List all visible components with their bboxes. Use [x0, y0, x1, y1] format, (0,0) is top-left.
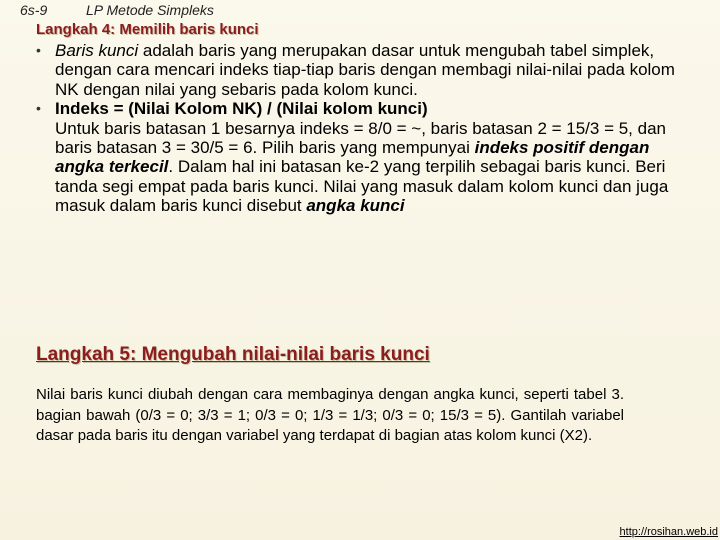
bullet-baris-kunci — [36, 41, 676, 99]
step4-bullet-list — [36, 41, 676, 216]
indeks-formula: Indeks = (Nilai Kolom NK) / (Nilai kolom kunci) — [55, 99, 428, 119]
bullet-dot-icon: • — [36, 42, 41, 58]
term-baris-kunci: Baris kunci — [55, 41, 139, 60]
step4-heading: Langkah 4: Memilih baris kunci — [36, 21, 259, 38]
step5-heading: Langkah 5: Mengubah nilai-nilai baris kunci — [36, 344, 430, 365]
indeks-emphasis: indeks positif dengan angka terkecil — [55, 138, 650, 177]
indeks-explanation-start: Untuk baris batasan 1 besarnya indeks = 8/0 = ~, baris batasan 2 = 15/3 = 5, dan baris batasan 3 = 30/5 = 6. Pilih baris yang mempunyai — [55, 118, 666, 158]
step5-paragraph: Nilai baris kunci diubah dengan cara membaginya dengan angka kunci, seperti tabel 3. bagian bawah (0/3 = 0; 3/3 = 1; 0/3 = 0; 1/3 = 1/3; 0/3 = 0; 15/3 = 5). Gantilah variabel dasar pada baris itu dengan variabel yang terdapat di bagian atas kolom kunci (X2). — [36, 386, 624, 445]
angka-kunci-term: angka kunci — [306, 196, 405, 216]
slide-number: 6s-9 — [20, 2, 48, 18]
indeks-explanation-middle: . Dalam hal ini batasan ke-2 yang terpilih sebagai baris kunci. Beri tanda segi empat pada baris kunci. Nilai yang masuk dalam kolom kunci dan juga masuk dalam baris kunci disebut — [55, 157, 669, 216]
baris-kunci-definition: adalah baris yang merupakan dasar untuk mengubah tabel simplek, dengan cara mencari indeks tiap-tiap baris dengan membagi nilai-nilai pada kolom NK dengan nilai yang sebaris pada kolom kunci. — [55, 41, 675, 99]
footer-website-link[interactable]: http://rosihan.web.id — [619, 526, 718, 538]
bullet-indeks — [36, 99, 676, 215]
slide-topic: LP Metode Simpleks — [86, 2, 214, 18]
bullet-dot-icon: • — [36, 100, 41, 117]
